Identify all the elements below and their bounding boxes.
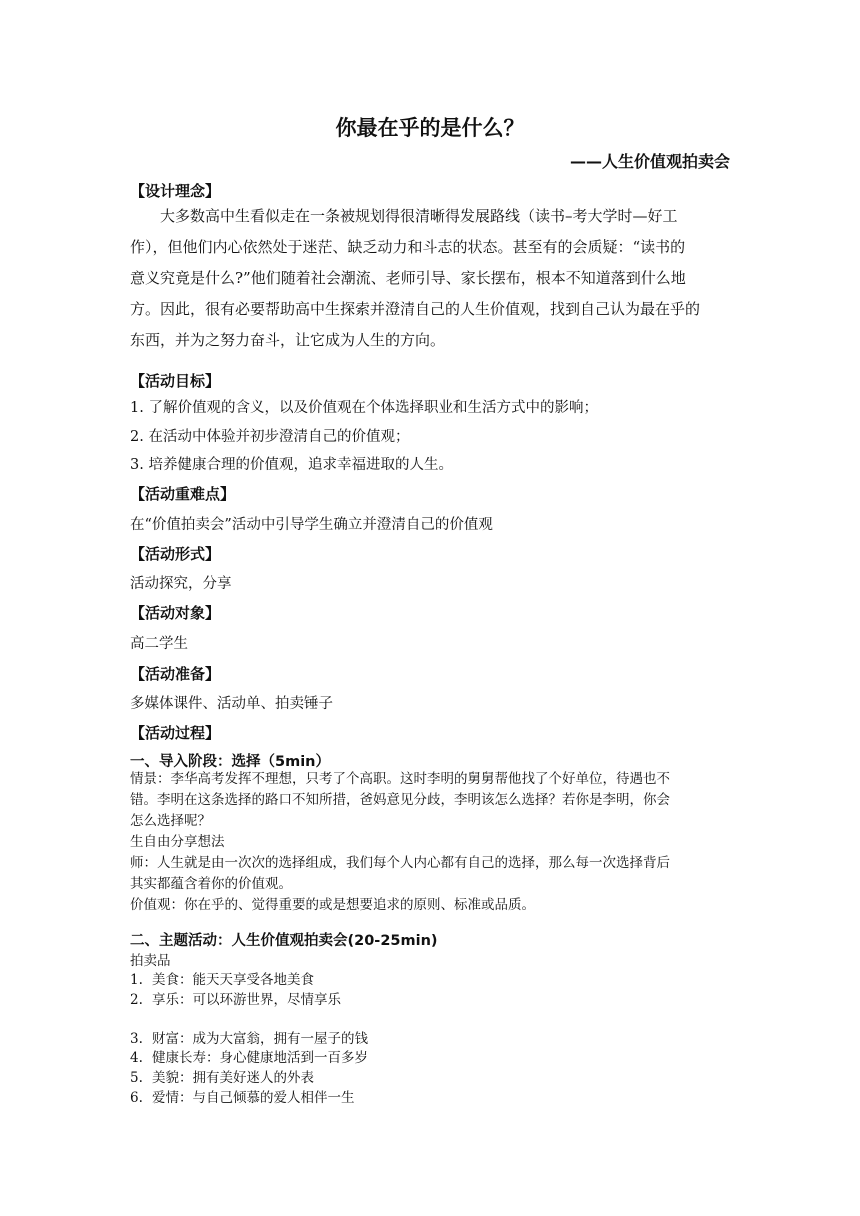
auction-item-number: 3. (130, 1031, 143, 1047)
auction-item-text: 爱情：与自己倾慕的爱人相伴一生 (152, 1090, 355, 1106)
phase-1-line: 怎么选择呢？ (130, 813, 211, 829)
design-concept-line: 意义究竟是什么?”他们随着社会潮流、老师引导、家长摆布，根本不知道落到什么地 (130, 269, 686, 287)
design-concept-line: 方。因此，很有必要帮助高中生探索并澄清自己的人生价值观，找到自己认为最在乎的 (130, 300, 701, 318)
auction-item (130, 968, 314, 988)
auction-item (130, 1066, 314, 1086)
heading-goals: 【活动目标】 (130, 372, 221, 390)
design-concept-line: 作），但他们内心依然处于迷茫、缺乏动力和斗志的状态。甚至有的会质疑：“读书的 (130, 238, 686, 256)
phase-1-line: 情景：李华高考发挥不理想，只考了个高职。这时李明的舅舅帮他找了个好单位，待遇也不 (130, 771, 670, 787)
heading-key-points: 【活动重难点】 (130, 485, 236, 503)
page-title: 你最在乎的是什么？ (335, 116, 525, 140)
auction-item (130, 1086, 355, 1106)
phase-1-title: 一、导入阶段：选择（5min） (130, 754, 330, 770)
auction-item-text: 享乐：可以环游世界，尽情享乐 (152, 992, 341, 1008)
form-text: 活动探究，分享 (130, 576, 232, 592)
auction-item-number: 1. (130, 972, 143, 988)
auction-item-text: 财富：成为大富翁，拥有一屋子的钱 (152, 1031, 368, 1047)
auction-item-text: 健康长寿：身心健康地活到一百多岁 (152, 1050, 368, 1066)
phase-1-line: 师：人生就是由一次次的选择组成，我们每个人内心都有自己的选择，那么每一次选择背后 (130, 855, 670, 871)
auction-label: 拍卖品 (130, 953, 171, 969)
auction-item (130, 988, 341, 1008)
phase-1-line: 错。李明在这条选择的路口不知所措，爸妈意见分歧，李明该怎么选择？若你是李明，你会 (130, 792, 670, 808)
phase-1-line: 生自由分享想法 (130, 834, 225, 850)
auction-item-number: 4. (130, 1050, 143, 1066)
auction-item-number: 6. (130, 1090, 143, 1106)
heading-design-concept: 【设计理念】 (130, 182, 221, 200)
design-concept-line: 大多数高中生看似走在一条被规划得很清晰得发展路线（读书–考大学时—好工 (160, 207, 678, 225)
auction-item-text: 美貌：拥有美好迷人的外表 (152, 1070, 314, 1086)
goal-item: 1. 了解价值观的含义，以及价值观在个体选择职业和生活方式中的影响； (130, 400, 598, 416)
auction-item (130, 1027, 368, 1047)
page-subtitle: ——人生价值观拍卖会 (569, 152, 730, 171)
auction-item-number: 5. (130, 1070, 143, 1086)
phase-1-content (130, 769, 730, 916)
goal-item: 3. 培养健康合理的价值观，追求幸福进取的人生。 (130, 457, 453, 473)
heading-process: 【活动过程】 (130, 724, 221, 742)
heading-form: 【活动形式】 (130, 545, 221, 563)
prep-text: 多媒体课件、活动单、拍卖锤子 (130, 696, 333, 712)
phase-1-line: 其实都蕴含着你的价值观。 (130, 876, 292, 892)
phase-1-line: 价值观：你在乎的、觉得重要的或是想要追求的原则、标准或品质。 (130, 897, 535, 913)
design-concept-paragraph (130, 201, 730, 356)
target-text: 高二学生 (130, 636, 188, 652)
design-concept-line: 东西，并为之努力奋斗，让它成为人生的方向。 (130, 331, 446, 349)
auction-item-number: 2. (130, 992, 143, 1008)
heading-prep: 【活动准备】 (130, 665, 221, 683)
heading-target: 【活动对象】 (130, 604, 221, 622)
goal-item: 2. 在活动中体验并初步澄清自己的价值观； (130, 429, 410, 445)
auction-item (130, 1046, 368, 1066)
phase-2-title: 二、主题活动：人生价值观拍卖会(20-25min) (130, 933, 438, 949)
auction-item-text: 美食：能天天享受各地美食 (152, 972, 314, 988)
key-points-text: 在“价值拍卖会”活动中引导学生确立并澄清自己的价值观 (130, 517, 493, 533)
